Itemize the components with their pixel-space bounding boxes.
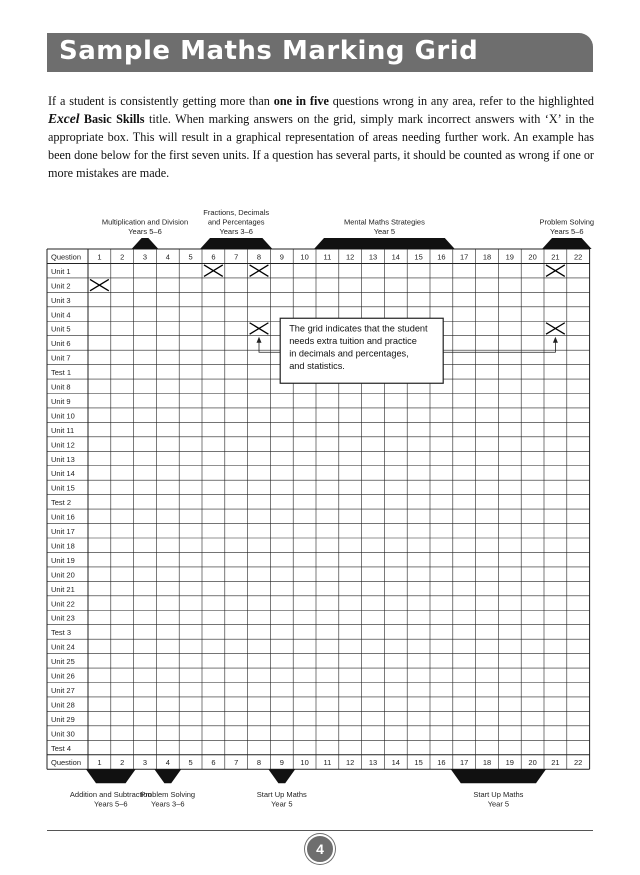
question-number: 19 [505,252,514,262]
row-label: Unit 18 [51,541,75,551]
row-label: Unit 24 [51,642,75,652]
section-label: Years 5–6 [94,799,128,809]
question-number: 17 [460,758,469,768]
page-title: Sample Maths Marking Grid [59,36,479,66]
question-number: 2 [120,252,125,262]
section-marker [132,238,159,249]
question-number: 6 [211,252,216,262]
row-label: Question [51,252,82,262]
question-number: 15 [414,252,423,262]
question-number: 13 [368,252,378,262]
question-number: 16 [437,252,446,262]
incorrect-mark [546,323,565,334]
question-number: 18 [482,252,492,262]
section-label: Years 5–6 [550,227,584,236]
question-number: 9 [279,252,284,262]
question-number: 10 [300,758,309,768]
intro-emphasis: Basic Skills [79,112,145,126]
question-number: 7 [234,758,239,768]
section-label: Start Up Maths [473,790,524,800]
question-number: 8 [256,252,262,262]
question-number: 12 [346,252,355,262]
callout-arrowhead [553,337,558,343]
row-label: Unit 15 [51,483,75,493]
row-label: Unit 4 [51,310,71,320]
question-number: 20 [528,252,537,262]
row-label: Unit 28 [51,700,75,710]
question-number: 21 [551,252,560,262]
question-number: 10 [300,252,309,262]
row-label: Test 1 [51,368,72,378]
row-label: Unit 13 [51,454,75,464]
question-number: 3 [142,252,148,262]
row-label: Unit 22 [51,599,75,609]
row-label: Test 2 [51,498,72,508]
question-number: 9 [279,758,284,768]
intro-text: If a student is consistently getting more than [48,94,274,108]
intro-emphasis: one in five [273,94,329,108]
row-label: Test 4 [51,743,72,753]
question-number: 5 [188,252,193,262]
section-marker [268,769,295,783]
incorrect-mark [250,265,269,276]
row-label: Unit 29 [51,714,75,724]
row-label: Question [51,758,82,768]
question-number: 4 [165,252,170,262]
row-label: Unit 8 [51,382,71,392]
row-label: Unit 17 [51,527,75,536]
section-marker [154,769,181,783]
row-label: Unit 16 [51,512,75,522]
question-number: 22 [574,252,583,262]
incorrect-mark [250,323,269,334]
question-number: 21 [551,758,560,768]
row-label: Unit 14 [51,469,75,479]
callout-text: The grid indicates that the student [289,323,428,334]
question-number: 12 [346,758,355,768]
callout-arrow [443,342,555,353]
row-label: Unit 21 [51,584,75,594]
section-label: Problem Solving [140,790,196,800]
question-number: 11 [323,758,332,768]
section-label: Years 3–6 [151,799,185,809]
question-number: 8 [256,758,262,768]
section-label: Years 5–6 [128,227,162,236]
section-label: Year 5 [487,799,510,809]
section-label: and Percentages [207,217,265,227]
row-label: Unit 11 [51,425,75,435]
section-marker [86,769,136,783]
section-label: Addition and Subtraction [69,790,152,800]
question-number: 19 [505,758,514,768]
incorrect-mark [204,265,223,276]
section-label: Multiplication and Division [101,217,189,227]
row-label: Unit 1 [51,266,71,276]
section-label: Years 3–6 [219,227,253,236]
question-number: 1 [97,252,102,262]
section-label: Problem Solving [539,217,595,227]
row-label: Unit 27 [51,685,75,695]
question-number: 11 [323,252,332,262]
row-label: Unit 30 [51,729,75,739]
footer-rule [47,830,593,831]
section-marker [200,238,272,249]
row-label: Unit 5 [51,324,71,334]
page-number: 4 [316,841,324,857]
brand-name: Excel [48,111,80,126]
question-number: 6 [211,758,216,768]
question-number: 17 [460,252,469,262]
question-number: 7 [234,252,239,262]
section-label: Start Up Maths [256,790,307,800]
section-marker [542,238,592,249]
row-label: Unit 7 [51,353,71,363]
section-label: Year 5 [373,227,396,236]
incorrect-mark [546,265,565,276]
section-marker [314,238,455,249]
intro-text: title. When marking answers on the grid, simply mark incorrect answers with ‘X’ in the appropriate box. This will result in a graphical representation of areas needing further work. An example has been done below for the first seven units. If a question has several parts, it should be counted as wrong if one or more mistakes are made. [48,112,595,180]
row-label: Test 3 [51,628,72,638]
row-label: Unit 20 [51,570,75,580]
question-number: 20 [528,758,537,768]
question-number: 14 [391,758,400,768]
intro-text: questions wrong in any area, refer to the highlighted [328,94,594,108]
row-label: Unit 3 [51,295,71,305]
callout-text: needs extra tuition and practice [289,335,417,346]
row-label: Unit 26 [51,671,75,681]
callout-text: and statistics. [289,360,345,371]
row-label: Unit 2 [51,281,71,291]
row-label: Unit 12 [51,440,75,450]
question-number: 3 [142,758,148,768]
row-label: Unit 9 [51,396,71,406]
row-label: Unit 25 [51,657,75,667]
callout-arrow [259,342,280,353]
question-number: 16 [437,758,446,768]
section-label: Year 5 [271,799,293,809]
incorrect-mark [90,279,109,290]
question-number: 14 [391,252,400,262]
question-number: 1 [97,758,102,768]
question-number: 18 [482,758,492,768]
row-label: Unit 6 [51,339,71,349]
section-label: Fractions, Decimals [203,208,270,217]
callout-arrowhead [257,337,262,343]
question-number: 5 [188,758,193,768]
row-label: Unit 10 [51,411,75,421]
page-number-badge [305,834,335,864]
question-number: 4 [165,758,170,768]
question-number: 22 [574,758,583,768]
row-label: Unit 19 [51,555,75,565]
question-number: 2 [120,758,125,768]
question-number: 13 [368,758,378,768]
section-marker [451,769,546,783]
callout-text: in decimals and percentages, [289,348,409,359]
question-number: 15 [414,758,423,768]
row-label: Unit 23 [51,613,75,623]
section-label: Mental Maths Strategies [343,217,425,227]
